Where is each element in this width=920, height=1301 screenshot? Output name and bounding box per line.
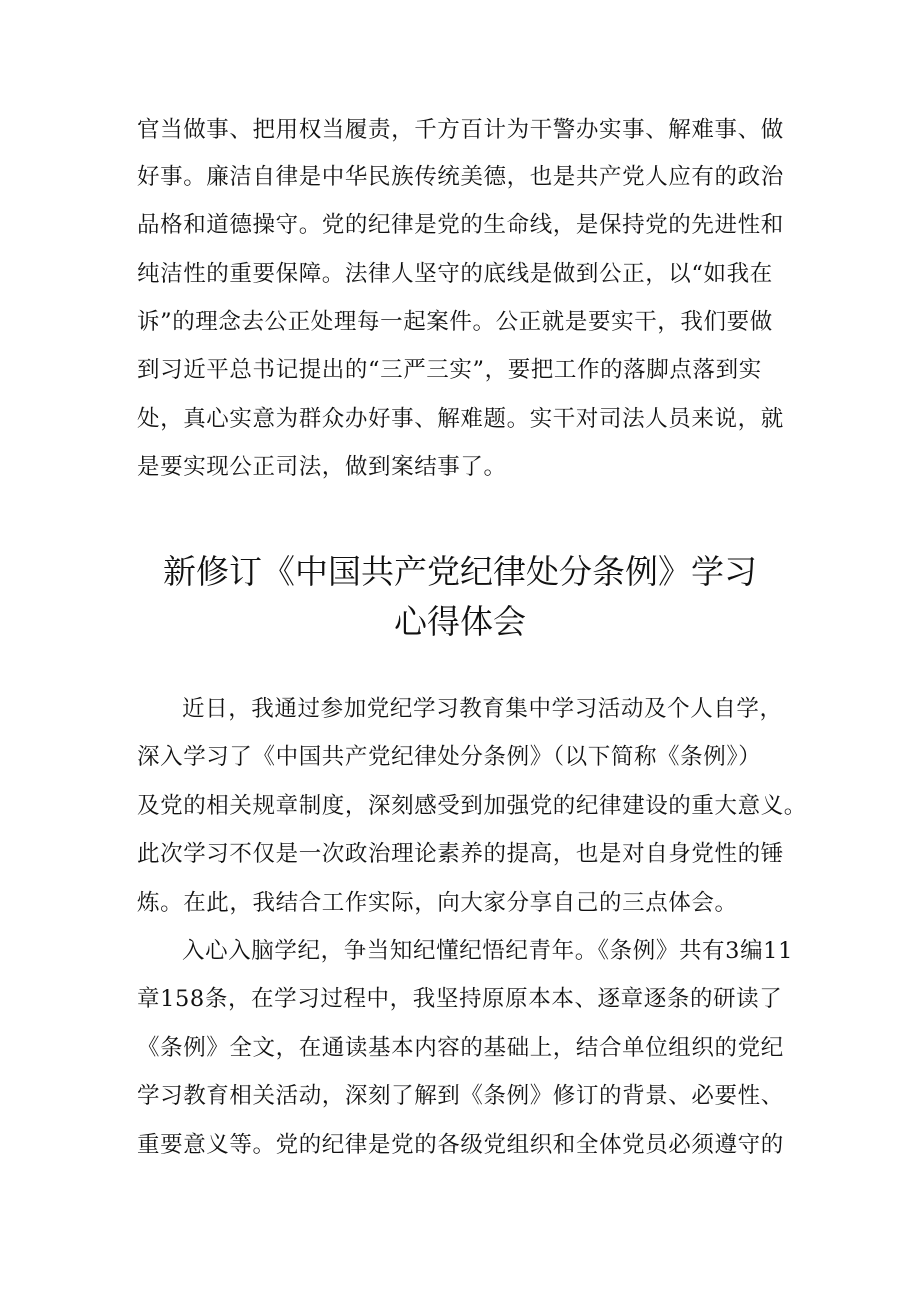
title-line-2: 心得体会 — [394, 602, 526, 641]
text-line: 近日，我通过参加党纪学习教育集中学习活动及个人自学， — [182, 696, 783, 722]
text-line: 好事。廉洁自律是中华民族传统美德，也是共产党人应有的政治 — [137, 164, 784, 190]
text-line: 重要意义等。党的纪律是党的各级党组织和全体党员必须遵守的 — [137, 1132, 784, 1158]
text-line: 此次学习不仅是一次政治理论素养的提高，也是对自身党性的锤 — [137, 841, 784, 867]
title-line-1: 新修订《中国共产党纪律处分条例》学习 — [163, 552, 757, 591]
text-line: 官当做事、把用权当履责，千方百计为干警办实事、解难事、做 — [137, 117, 784, 143]
text-line: 学习教育相关活动，深刻了解到《条例》修订的背景、必要性、 — [137, 1083, 784, 1109]
text-line: 诉”的理念去公正处理每一起案件。公正就是要实干，我们要做 — [137, 309, 773, 335]
text-line: 炼。在此，我结合工作实际，向大家分享自己的三点体会。 — [137, 890, 738, 916]
text-line: 品格和道德操守。党的纪律是党的生命线，是保持党的先进性和 — [137, 212, 784, 238]
text-line: 是要实现公正司法，做到案结事了。 — [137, 454, 507, 480]
text-line: 处，真心实意为群众办好事、解难题。实干对司法人员来说，就 — [137, 406, 784, 432]
text-line: 到习近平总书记提出的“三严三实”，要把工作的落脚点落到实 — [137, 357, 762, 383]
text-line: 《条例》全文，在通读基本内容的基础上，结合单位组织的党纪 — [137, 1035, 784, 1061]
text-line: 入心入脑学纪，争当知纪懂纪悟纪青年。《条例》共有3编11 — [182, 938, 793, 964]
text-line: 深入学习了《中国共产党纪律处分条例》（以下简称《条例》） — [137, 744, 762, 770]
text-line: 及党的相关规章制度，深刻感受到加强党的纪律建设的重大意义。 — [137, 793, 807, 819]
text-line: 章158条，在学习过程中，我坚持原原本本、逐章逐条的研读了 — [137, 986, 783, 1012]
text-line: 纯洁性的重要保障。法律人坚守的底线是做到公正，以“如我在 — [137, 261, 773, 287]
